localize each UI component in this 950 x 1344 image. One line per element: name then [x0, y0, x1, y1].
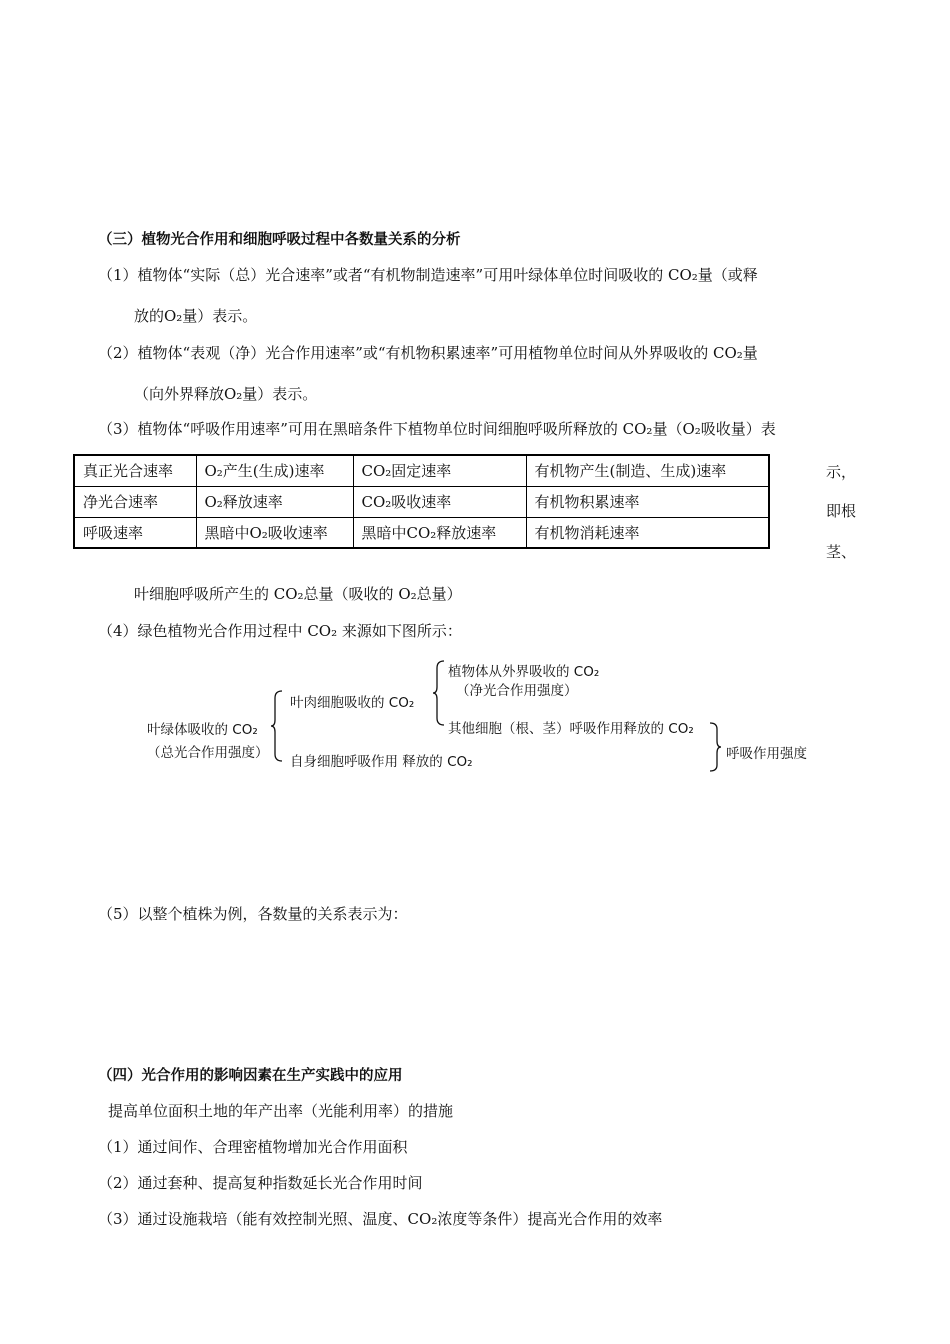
quantity-relation-table: [73, 454, 770, 549]
table-cell: O₂产生(生成)速率: [196, 455, 353, 486]
table-cell: 真正光合速率: [74, 455, 196, 486]
right-brace-icon: [708, 722, 722, 772]
table-row: [74, 517, 769, 548]
table-row: [74, 455, 769, 486]
section4-heading: （四）光合作用的影响因素在生产实践中的应用: [98, 1068, 403, 1084]
table-cell: 有机物产生(制造、生成)速率: [526, 455, 769, 486]
diagram-mesophyll-label: 叶肉细胞吸收的 CO₂: [290, 695, 415, 711]
paragraph-3-line-1: （3）植物体“呼吸作用速率”可用在黑暗条件下植物单位时间细胞呼吸所释放的 CO₂量（O₂吸收量）表: [98, 420, 776, 438]
diagram-root-label: 叶绿体吸收的 CO₂: [147, 722, 258, 738]
diagram-external-sublabel: （净光合作用强度）: [456, 683, 578, 699]
table-cell: 黑暗中O₂吸收速率: [196, 517, 353, 548]
list-item: （3）通过设施栽培（能有效控制光照、温度、CO₂浓度等条件）提高光合作用的效率: [98, 1210, 663, 1228]
paragraph-3-side-text: 示，: [826, 463, 857, 481]
list-item: （2）通过套种、提高复种指数延长光合作用时间: [98, 1174, 423, 1192]
paragraph-5: （5）以整个植株为例，各数量的关系表示为：: [98, 905, 408, 923]
table-cell: O₂释放速率: [196, 486, 353, 517]
paragraph-2-line-1: （2）植物体“表观（净）光合作用速率”或“有机物积累速率”可用植物单位时间从外界吸收的 CO₂量: [98, 344, 758, 362]
table-cell: CO₂固定速率: [353, 455, 526, 486]
diagram-self-respiration-label: 自身细胞呼吸作用 释放的 CO₂: [290, 754, 473, 770]
section3-heading: （三）植物光合作用和细胞呼吸过程中各数量关系的分析: [98, 232, 461, 248]
paragraph-3-side-text: 即根: [826, 502, 857, 520]
table-cell: 有机物消耗速率: [526, 517, 769, 548]
table-cell: 净光合速率: [74, 486, 196, 517]
paragraph-4: （4）绿色植物光合作用过程中 CO₂ 来源如下图所示：: [98, 622, 462, 640]
list-item: （1）通过间作、合理密植物增加光合作用面积: [98, 1138, 408, 1156]
diagram-external-label: 植物体从外界吸收的 CO₂: [448, 664, 600, 680]
table-cell: 有机物积累速率: [526, 486, 769, 517]
paragraph-1-line-1: （1）植物体“实际（总）光合速率”或者“有机物制造速率”可用叶绿体单位时间吸收的 CO₂量（或释: [98, 266, 758, 284]
paragraph-2-line-2: （向外界释放O₂量）表示。: [134, 385, 318, 403]
left-brace-icon: [432, 660, 446, 726]
paragraph-3-side-text: 茎、: [826, 543, 857, 561]
diagram-root-sublabel: （总光合作用强度）: [147, 745, 269, 761]
section4-intro: 提高单位面积土地的年产出率（光能利用率）的措施: [108, 1102, 454, 1120]
table-row: [74, 486, 769, 517]
diagram-other-cells-label: 其他细胞（根、茎）呼吸作用释放的 CO₂: [448, 721, 694, 737]
paragraph-3-continuation: 叶细胞呼吸所产生的 CO₂总量（吸收的 O₂总量）: [134, 585, 462, 603]
diagram-respiration-strength-label: 呼吸作用强度: [726, 746, 807, 762]
table-cell: 呼吸速率: [74, 517, 196, 548]
paragraph-1-line-2: 放的O₂量）表示。: [134, 307, 258, 325]
table-cell: CO₂吸收速率: [353, 486, 526, 517]
table-cell: 黑暗中CO₂释放速率: [353, 517, 526, 548]
left-brace-icon: [270, 690, 284, 762]
